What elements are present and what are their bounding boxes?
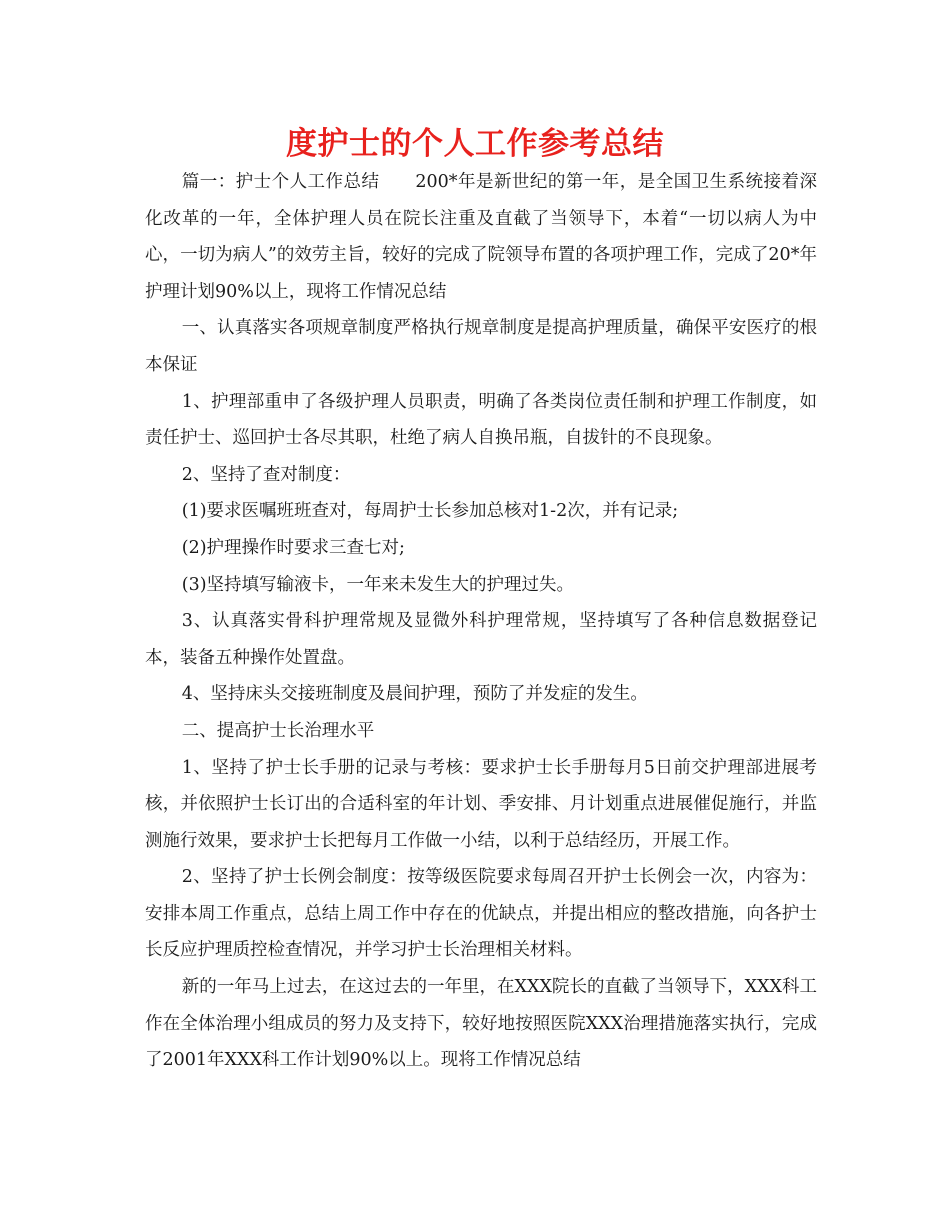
paragraph-item-4: 4、坚持床头交接班制度及晨间护理，预防了并发症的发生。 xyxy=(181,684,648,705)
paragraph-subitem-2: (2)护理操作时要求三查七对; xyxy=(181,537,405,558)
paragraph-item-3: 3、认真落实骨科护理常规及显微外科护理常规，坚持填写了各种信息数据登记本，装备五种操作处置盘。 xyxy=(145,611,817,668)
paragraph-subitem-3: (3)坚持填写输液卡，一年来未发生大的护理过失。 xyxy=(181,574,575,595)
document-body xyxy=(145,164,817,1079)
paragraph-subitem-1: (1)要求医嘱班班查对，每周护士长参加总核对1-2次，并有记录; xyxy=(181,501,679,522)
paragraph-section-one-heading: 一、认真落实各项规章制度严格执行规章制度是提高护理质量，确保平安医疗的根本保证 xyxy=(145,318,817,375)
paragraph-intro: 篇一：护士个人工作总结 200*年是新世纪的第一年，是全国卫生系统接着深化改革的一年，全体护理人员在院长注重及直截了当领导下，本着“一切以病人为中心，一切为病人”的效劳主旨，较好的完成了院领导布置的各项护理工作，完成了20*年护理计划90%以上，现将工作情况总结 xyxy=(145,172,817,302)
paragraph-item-2: 2、坚持了查对制度： xyxy=(181,464,351,485)
paragraph-closing: 新的一年马上过去，在这过去的一年里，在XXX院长的直截了当领导下，XXX科工作在全体治理小组成员的努力及支持下，较好地按照医院XXX治理措施落实执行，完成了2001年XXX科工作计划90%以上。现将工作情况总结 xyxy=(145,977,817,1071)
paragraph-section-two-item-2: 2、坚持了护士长例会制度：按等级医院要求每周召开护士长例会一次，内容为：安排本周工作重点，总结上周工作中存在的优缺点，并提出相应的整改措施，向各护士长反应护理质控检查情况，并学习护士长治理相关材料。 xyxy=(145,867,817,961)
paragraph-item-1: 1、护理部重申了各级护理人员职责，明确了各类岗位责任制和护理工作制度，如责任护士、巡回护士各尽其职，杜绝了病人自换吊瓶，自拔针的不良现象。 xyxy=(145,391,817,449)
paragraph-section-two-heading: 二、提高护士长治理水平 xyxy=(181,720,375,741)
document-title: 度护士的个人工作参考总结 xyxy=(286,126,664,162)
paragraph-section-two-item-1: 1、坚持了护士长手册的记录与考核：要求护士长手册每月5日前交护理部进展考核，并依照护士长订出的合适科室的年计划、季安排、月计划重点进展催促施行，并监测施行效果，要求护士长把每月工作做一小结，以利于总结经历，开展工作。 xyxy=(145,757,817,851)
